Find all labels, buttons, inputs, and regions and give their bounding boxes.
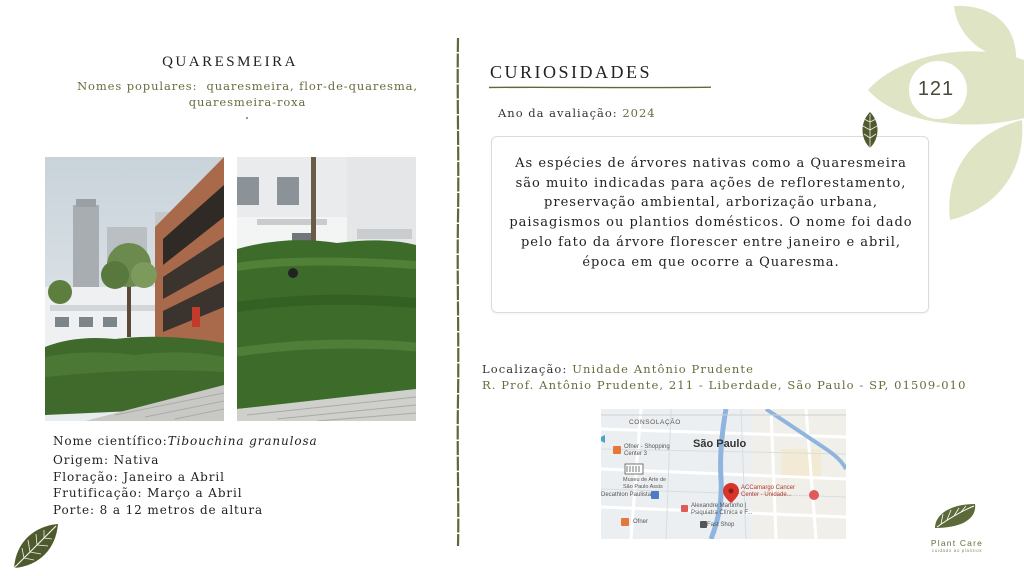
scientific-name-value: Tibouchina granulosa <box>167 434 318 448</box>
brand-tagline: cuidado ao plantios <box>931 548 983 553</box>
vertical-divider <box>455 38 461 546</box>
hospital-icon <box>681 505 688 512</box>
scientific-name-row <box>53 434 433 453</box>
shop-icon <box>613 446 621 454</box>
location-label: Localização: <box>482 362 568 376</box>
brand-leaf-icon <box>929 500 985 532</box>
map-label-district: CONSOLAÇÃO <box>629 419 681 426</box>
plant-photo-building <box>45 157 224 421</box>
museum-icon <box>625 464 643 474</box>
origin-row: Origem: Nativa <box>53 453 160 467</box>
hospital-icon <box>809 490 819 500</box>
map-label-city: São Paulo <box>693 438 747 450</box>
map-pin-icon[interactable] <box>723 483 739 503</box>
map-clinic-line1: Alexandre Martinho | <box>691 503 747 509</box>
location-row <box>482 362 754 376</box>
map-label-decathlon: Decathlon Paulista <box>601 492 652 498</box>
fruiting-row: Frutificação: Março a Abril <box>53 486 243 500</box>
scientific-name-label: Nome científico: <box>53 434 168 448</box>
map-shopping-line1: Ofner - Shopping <box>624 444 670 450</box>
map-clinic-line2: Psiquiatra Clínica e F... <box>691 510 753 516</box>
year-label: Ano da avaliação: <box>498 106 618 120</box>
flowering-row: Floração: Janeiro a Abril <box>53 469 225 484</box>
leaf-cluster-icon <box>858 0 1024 222</box>
location-map[interactable] <box>601 409 846 539</box>
size-row: Porte: 8 a 12 metros de altura <box>53 502 264 517</box>
curiosities-heading: CURIOSIDADES <box>490 62 653 82</box>
curiosities-text: As espécies de árvores nativas como a Quaresmeira são muito indicadas para ações de reflorestamento, preservação ambiental, arborização urbana, paisagismos ou plantios domésticos. O nome foi dado pelo fato da árvore florescer entre janeiro e abril, época em que ocorre a Quaresma. <box>509 156 913 270</box>
leaf-icon <box>858 110 882 150</box>
page-number: 121 <box>917 78 955 100</box>
map-shopping-line2: Center 3 <box>624 451 648 457</box>
popular-names <box>55 78 440 110</box>
shop-icon <box>621 518 629 526</box>
evaluation-year <box>498 106 656 120</box>
popular-names-label: Nomes populares: <box>77 79 198 93</box>
decorative-dot <box>246 117 248 119</box>
brand-logo <box>918 500 996 553</box>
shop-icon <box>700 521 707 528</box>
heading-underline <box>489 86 711 89</box>
brand-name: Plant Care <box>930 538 984 548</box>
plant-details <box>53 434 433 519</box>
map-museum-line2: São Paulo Assis <box>623 483 663 490</box>
map-hospital-line2: Center - Unidade... <box>741 492 792 498</box>
plant-photo-hedge <box>237 157 416 421</box>
popular-names-line1: quaresmeira, flor-de-quaresma, <box>206 79 418 93</box>
popular-names-line2: quaresmeira-roxa <box>188 95 307 109</box>
location-unit: Unidade Antônio Prudente <box>572 362 754 376</box>
map-label-fastshop: Fast Shop <box>707 522 735 528</box>
year-value: 2024 <box>622 106 656 120</box>
map-museum-line1: Museu de Arte de <box>623 477 667 483</box>
leaf-icon <box>10 520 62 572</box>
address: R. Prof. Antônio Prudente, 211 - Liberdade, São Paulo - SP, 01509-010 <box>482 378 967 392</box>
transit-icon <box>651 491 659 499</box>
map-label-ofner: Ofner <box>633 519 649 525</box>
map-hospital-line1: ACCamargo Cancer <box>741 485 796 491</box>
plant-title: QUARESMEIRA <box>162 54 298 70</box>
